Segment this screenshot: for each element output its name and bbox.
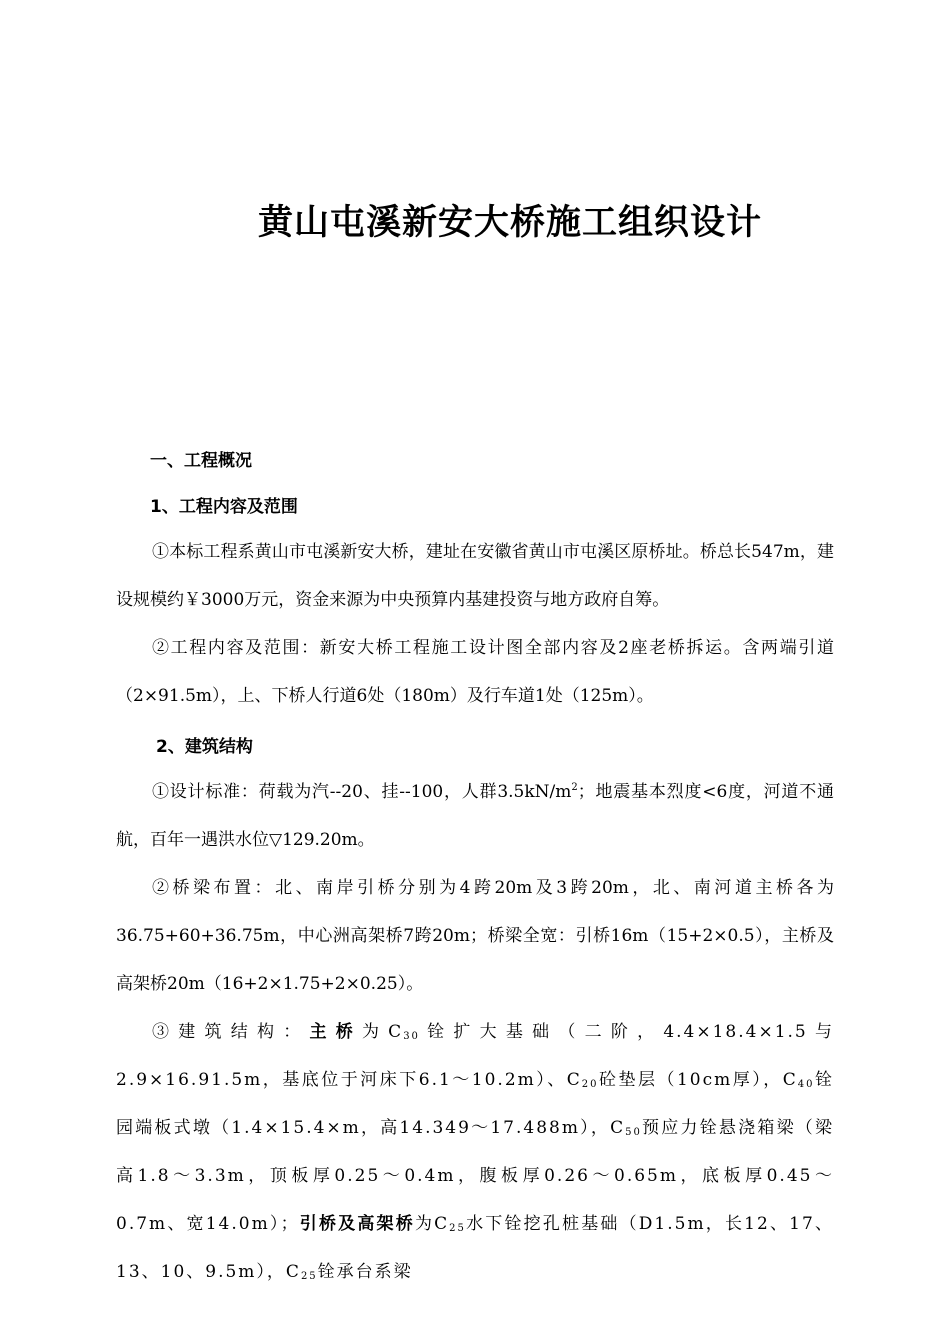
- grade-subscript: 30: [403, 1031, 420, 1042]
- scope-paragraph-2: ②工程内容及范围：新安大桥工程施工设计图全部内容及2座老桥拆运。含两端引道（2×91.5m），上、下桥人行道6处（180m）及行车道1处（125m）。: [116, 638, 834, 706]
- structure-text: 为C: [414, 1214, 450, 1234]
- grade-subscript: 20: [581, 1079, 599, 1090]
- design-standard-text-b: ；地震基本烈度<6度，河道不通航，百年一遇洪水位▽129.20m。: [116, 782, 834, 850]
- design-standard-text-a: ①设计标准：荷载为汽--20、挂--100，人群3.5kN/m: [152, 782, 572, 802]
- structure-text: 铨承台系梁: [317, 1262, 413, 1282]
- scope-paragraph-1: ①本标工程系黄山市屯溪新安大桥，建址在安徽省黄山市屯溪区原桥址。桥总长547m，建设规模约￥3000万元，资金来源为中央预算内基建投资与地方政府自筹。: [116, 542, 834, 610]
- structure-text: 为C: [361, 1022, 404, 1042]
- grade-subscript: 50: [625, 1127, 642, 1138]
- grade-subscript: 25: [300, 1271, 318, 1282]
- scope-paragraphs: [116, 528, 834, 720]
- document-title: 黄山屯溪新安大桥施工组织设计: [257, 203, 762, 243]
- approach-bridge-label: 引桥及高架桥: [299, 1214, 415, 1234]
- structure-text: 水下铨挖孔桩基础（D1.5m，长12、17、13、10、9.5m），C: [116, 1214, 834, 1282]
- design-standard-paragraph: [116, 768, 834, 864]
- bridge-layout-paragraph: ②桥梁布置：北、南岸引桥分别为4跨20m及3跨20m，北、南河道主桥各为36.75+60+36.75m，中心洲高架桥7跨20m；桥梁全宽：引桥16m（15+2×0.5），主桥及高架桥20m（16+2×1.75+2×0.25）。: [116, 878, 834, 994]
- structure-lead: ③建筑结构：: [152, 1022, 310, 1042]
- grade-subscript: 25: [449, 1223, 466, 1234]
- structure-text: 铨扩大基础（二阶，4.4×18.4×1.5与2.9×16.91.5m，基底位于河床下6.1～10.2m）、C: [116, 1022, 834, 1090]
- structure-text: 铨园端板式墩（1.4×15.4×m，高14.349～17.488m），C: [116, 1070, 834, 1138]
- main-bridge-label: 主桥: [309, 1022, 362, 1042]
- grade-subscript: 40: [797, 1079, 815, 1090]
- structure-text: 砼垫层（10cm厚），C: [598, 1070, 798, 1090]
- subsection-heading-scope: 1、工程内容及范围: [150, 497, 298, 517]
- building-structure-paragraph: [116, 1008, 834, 1296]
- superscript-2: 2: [571, 782, 578, 793]
- structure-paragraphs: [116, 768, 834, 1296]
- section-heading-overview: 一、工程概况: [150, 451, 252, 471]
- structure-text: 预应力铨悬浇箱梁（梁高1.8～3.3m，顶板厚0.25～0.4m，腹板厚0.26～0.65m，底板厚0.45～0.7m、宽14.0m）；: [116, 1118, 834, 1234]
- subsection-heading-structure: 2、建筑结构: [156, 737, 253, 757]
